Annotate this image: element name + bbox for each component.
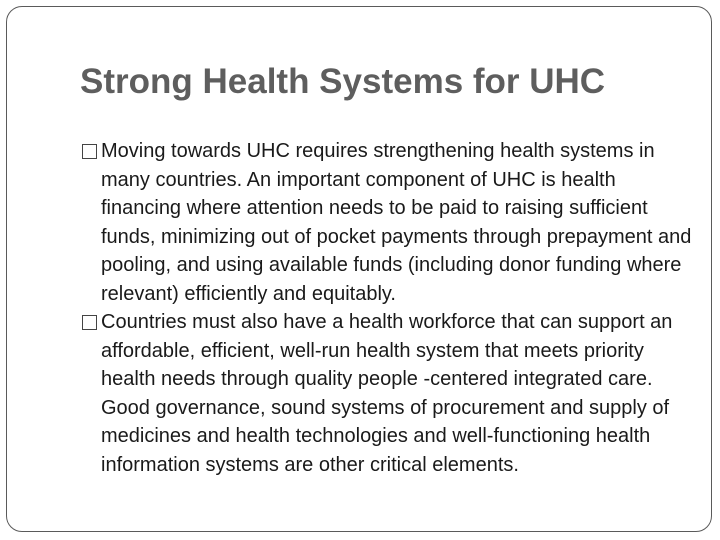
square-bullet-icon bbox=[82, 144, 97, 159]
bullet-list bbox=[0, 137, 720, 479]
bullet-item bbox=[0, 308, 693, 479]
bullet-text: Moving towards UHC requires strengthening health systems in many countries. An important component of UHC is health financing where attention needs to be paid to raising sufficient funds, minimizing out of pocket payments through prepayment and pooling, and using available funds (including donor funding where relevant) efficiently and equitably. bbox=[101, 140, 692, 305]
slide-title: Strong Health Systems for UHC bbox=[80, 62, 606, 101]
bullet-item bbox=[0, 137, 693, 308]
bullet-text: Countries must also have a health workforce that can support an affordable, efficient, well-run health system that meets priority health needs through quality people -centered integrated care. Good governance, sound systems of procurement and supply of medicines and health technologies and well-functioning health information systems are other critical elements. bbox=[101, 311, 673, 476]
square-bullet-icon bbox=[82, 315, 97, 330]
